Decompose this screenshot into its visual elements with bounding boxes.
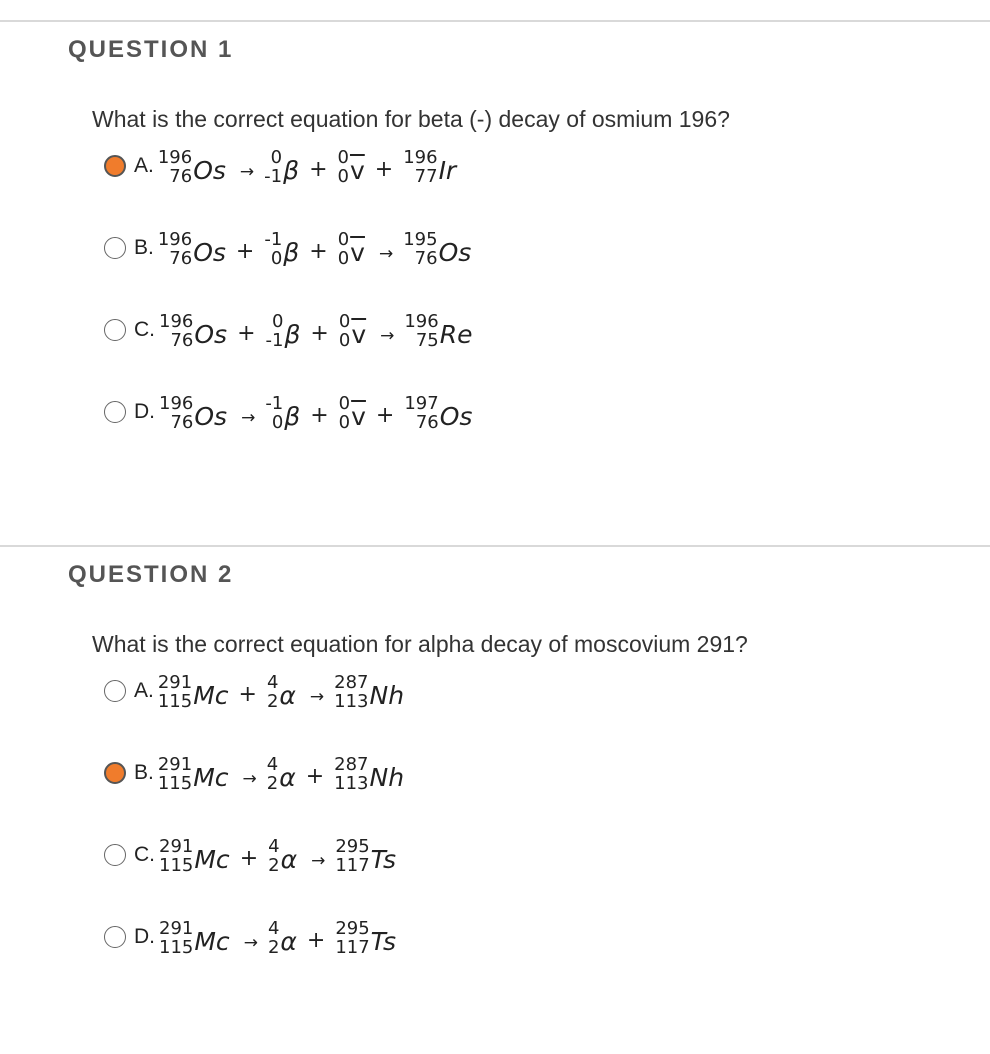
element-symbol: β (283, 156, 300, 185)
radio-button[interactable] (104, 926, 126, 948)
plus-sign: + (235, 239, 255, 264)
nuclide (265, 394, 300, 432)
plus-sign: + (237, 321, 256, 346)
nuclear-equation (158, 230, 475, 268)
element-symbol: Nh (369, 681, 405, 710)
element-symbol: Mc (194, 845, 230, 874)
element-symbol: α (279, 681, 296, 710)
element-symbol: Ts (370, 845, 397, 874)
nuclide (158, 755, 229, 793)
mass-number: 195 (403, 229, 438, 250)
nuclide-numbers (403, 230, 437, 268)
mass-number: 196 (159, 311, 194, 332)
option-letter: A. (134, 154, 154, 177)
plus-sign: + (375, 403, 395, 428)
option-letter: C. (134, 843, 155, 866)
mass-number: 291 (159, 836, 194, 857)
atomic-number: 2 (266, 773, 279, 794)
nuclide (338, 148, 365, 186)
nuclide-numbers (334, 673, 368, 711)
element-symbol: Os (439, 402, 473, 431)
element-symbol: α (280, 845, 298, 874)
answer-option[interactable] (104, 146, 476, 228)
element-symbol: α (279, 763, 296, 792)
atomic-number: 0 (270, 248, 283, 269)
element-symbol: α (280, 927, 297, 956)
radio-button[interactable] (104, 319, 126, 341)
element-symbol: Nh (369, 763, 405, 792)
radio-button[interactable] (104, 680, 126, 702)
atomic-number: 75 (415, 330, 439, 351)
option-letter: A. (134, 679, 154, 702)
nuclide-numbers (334, 755, 368, 793)
atomic-number: 2 (267, 937, 280, 958)
mass-number: 0 (338, 393, 351, 414)
atomic-number: 76 (415, 412, 439, 433)
option-letter: B. (134, 761, 154, 784)
option-letter: D. (134, 925, 155, 948)
question-2 (0, 545, 990, 958)
nuclide (335, 837, 396, 875)
element-symbol: Os (438, 238, 472, 267)
nuclide (268, 919, 297, 957)
nuclide (268, 837, 297, 875)
nuclide (403, 230, 471, 268)
element-symbol: β (284, 320, 301, 349)
mass-number: 4 (267, 918, 280, 939)
atomic-number: 115 (159, 855, 194, 876)
reaction-arrow: → (309, 687, 325, 707)
atomic-number: 0 (271, 412, 284, 433)
nuclide-numbers (159, 312, 193, 350)
element-symbol: $\overline{v}$ (350, 238, 365, 267)
nuclide (339, 394, 366, 432)
plus-sign: + (305, 764, 325, 789)
nuclide-numbers (338, 148, 349, 186)
reaction-arrow: → (311, 851, 326, 871)
mass-number: 197 (404, 393, 439, 414)
question-prompt: What is the correct equation for beta (-) decay of osmium 196? (92, 106, 730, 132)
atomic-number: 115 (157, 773, 193, 794)
nuclide (159, 919, 230, 957)
nuclide-numbers (264, 148, 282, 186)
atomic-number: 76 (170, 330, 194, 351)
answer-options (104, 671, 408, 999)
nuclide (334, 673, 404, 711)
element-symbol: Mc (193, 681, 229, 710)
mass-number: 0 (272, 311, 284, 332)
atomic-number: 2 (268, 855, 280, 876)
nuclide (158, 230, 226, 268)
question-1 (0, 20, 990, 433)
atomic-number: 76 (169, 166, 193, 187)
atomic-number: 115 (159, 937, 194, 958)
plus-sign: + (306, 928, 326, 953)
element-symbol: Ts (370, 927, 397, 956)
nuclear-equation (159, 919, 400, 957)
nuclide (158, 673, 229, 711)
nuclear-equation (158, 148, 460, 186)
element-symbol: $\overline{v}$ (351, 402, 366, 431)
nuclide-numbers (266, 312, 284, 350)
mass-number: 0 (337, 229, 350, 250)
nuclide-numbers (339, 394, 350, 432)
nuclide-numbers (268, 919, 279, 957)
radio-button[interactable] (104, 401, 126, 423)
mass-number: 295 (335, 836, 370, 857)
reaction-arrow: → (380, 326, 395, 346)
nuclide (264, 230, 299, 268)
nuclide (159, 312, 227, 350)
answer-option[interactable] (104, 835, 408, 917)
element-symbol: β (283, 238, 300, 267)
answer-option[interactable] (104, 310, 476, 392)
mass-number: -1 (265, 393, 284, 414)
nuclide-numbers (404, 394, 438, 432)
atomic-number: 0 (337, 248, 350, 269)
plus-sign: + (309, 239, 328, 264)
element-symbol: Os (193, 156, 226, 185)
nuclide-numbers (339, 312, 350, 350)
mass-number: 291 (157, 672, 193, 693)
element-symbol: β (284, 402, 301, 431)
divider (0, 545, 990, 547)
answer-option[interactable] (104, 671, 408, 753)
element-symbol: Ir (438, 156, 457, 185)
mass-number: 4 (266, 754, 279, 775)
question-heading: QUESTION 1 (68, 36, 234, 63)
plus-sign: + (239, 846, 259, 871)
nuclide (264, 148, 299, 186)
element-symbol: Mc (193, 763, 229, 792)
answer-option[interactable] (104, 753, 408, 835)
mass-number: 0 (337, 147, 349, 168)
answer-options (104, 146, 476, 474)
reaction-arrow: → (241, 408, 256, 428)
nuclear-equation (158, 673, 408, 711)
nuclide (159, 394, 227, 432)
radio-button[interactable] (104, 237, 126, 259)
nuclide-numbers (264, 230, 282, 268)
question-heading: QUESTION 2 (68, 561, 234, 588)
atomic-number: 0 (338, 330, 351, 351)
atomic-number: 113 (334, 773, 369, 794)
nuclear-equation (159, 312, 476, 350)
atomic-number: 0 (337, 166, 349, 187)
element-symbol: Re (439, 320, 473, 349)
nuclide-numbers (267, 755, 278, 793)
mass-number: 0 (270, 147, 283, 168)
nuclide-numbers (403, 148, 437, 186)
answer-option[interactable] (104, 917, 408, 999)
radio-button[interactable] (104, 762, 126, 784)
mass-number: 291 (157, 754, 193, 775)
nuclide (339, 312, 366, 350)
atomic-number: -1 (264, 166, 283, 187)
nuclide-numbers (268, 837, 279, 875)
nuclide-numbers (265, 394, 283, 432)
plus-sign: + (238, 682, 257, 707)
element-symbol: Os (194, 320, 228, 349)
plus-sign: + (310, 403, 329, 428)
element-symbol: $\overline{v}$ (349, 156, 365, 185)
nuclear-equation (159, 837, 400, 875)
nuclear-equation (158, 755, 408, 793)
mass-number: 291 (159, 918, 194, 939)
mass-number: 287 (334, 672, 369, 693)
mass-number: 196 (157, 147, 193, 168)
mass-number: 0 (338, 311, 351, 332)
question-prompt: What is the correct equation for alpha decay of moscovium 291? (92, 631, 748, 657)
atomic-number: 76 (170, 412, 194, 433)
reaction-arrow: → (378, 244, 394, 264)
nuclide-numbers (158, 230, 192, 268)
atomic-number: 0 (338, 412, 351, 433)
nuclide-numbers (159, 394, 193, 432)
answer-option[interactable] (104, 228, 476, 310)
radio-button[interactable] (104, 844, 126, 866)
answer-option[interactable] (104, 392, 476, 474)
element-symbol: Os (194, 402, 228, 431)
reaction-arrow: → (242, 769, 257, 789)
atomic-number: 76 (169, 248, 193, 269)
atomic-number: 115 (157, 691, 193, 712)
mass-number: 295 (335, 918, 370, 939)
nuclide (267, 673, 296, 711)
atomic-number: 113 (334, 691, 369, 712)
nuclide-numbers (338, 230, 349, 268)
option-letter: C. (134, 318, 155, 341)
atomic-number: 2 (266, 691, 279, 712)
plus-sign: + (374, 157, 394, 182)
nuclide-numbers (158, 148, 192, 186)
nuclide (334, 755, 404, 793)
mass-number: 196 (404, 311, 439, 332)
element-symbol: Os (193, 238, 226, 267)
nuclide (403, 148, 456, 186)
nuclide (267, 755, 296, 793)
nuclide (159, 837, 230, 875)
mass-number: 4 (268, 836, 280, 857)
mass-number: 196 (403, 147, 438, 168)
option-letter: B. (134, 236, 154, 259)
atomic-number: 77 (414, 166, 438, 187)
atomic-number: -1 (265, 330, 284, 351)
atomic-number: 117 (335, 937, 370, 958)
divider (0, 20, 990, 22)
nuclide-numbers (159, 837, 193, 875)
mass-number: 4 (266, 672, 279, 693)
mass-number: 287 (334, 754, 369, 775)
plus-sign: + (309, 157, 328, 182)
option-letter: D. (134, 400, 155, 423)
nuclide-numbers (158, 673, 192, 711)
nuclear-equation (159, 394, 476, 432)
nuclide-numbers (159, 919, 193, 957)
mass-number: -1 (264, 229, 283, 250)
nuclide (266, 312, 301, 350)
atomic-number: 76 (414, 248, 438, 269)
nuclide (158, 148, 226, 186)
nuclide (335, 919, 396, 957)
nuclide (338, 230, 365, 268)
nuclide (404, 394, 472, 432)
radio-button[interactable] (104, 155, 126, 177)
atomic-number: 117 (335, 855, 370, 876)
nuclide-numbers (404, 312, 438, 350)
nuclide-numbers (335, 919, 369, 957)
reaction-arrow: → (239, 162, 255, 182)
nuclide (404, 312, 472, 350)
mass-number: 196 (157, 229, 193, 250)
nuclide-numbers (158, 755, 192, 793)
mass-number: 196 (159, 393, 194, 414)
element-symbol: Mc (194, 927, 230, 956)
element-symbol: $\overline{v}$ (351, 320, 367, 349)
nuclide-numbers (335, 837, 369, 875)
plus-sign: + (310, 321, 329, 346)
reaction-arrow: → (243, 933, 258, 953)
nuclide-numbers (267, 673, 278, 711)
